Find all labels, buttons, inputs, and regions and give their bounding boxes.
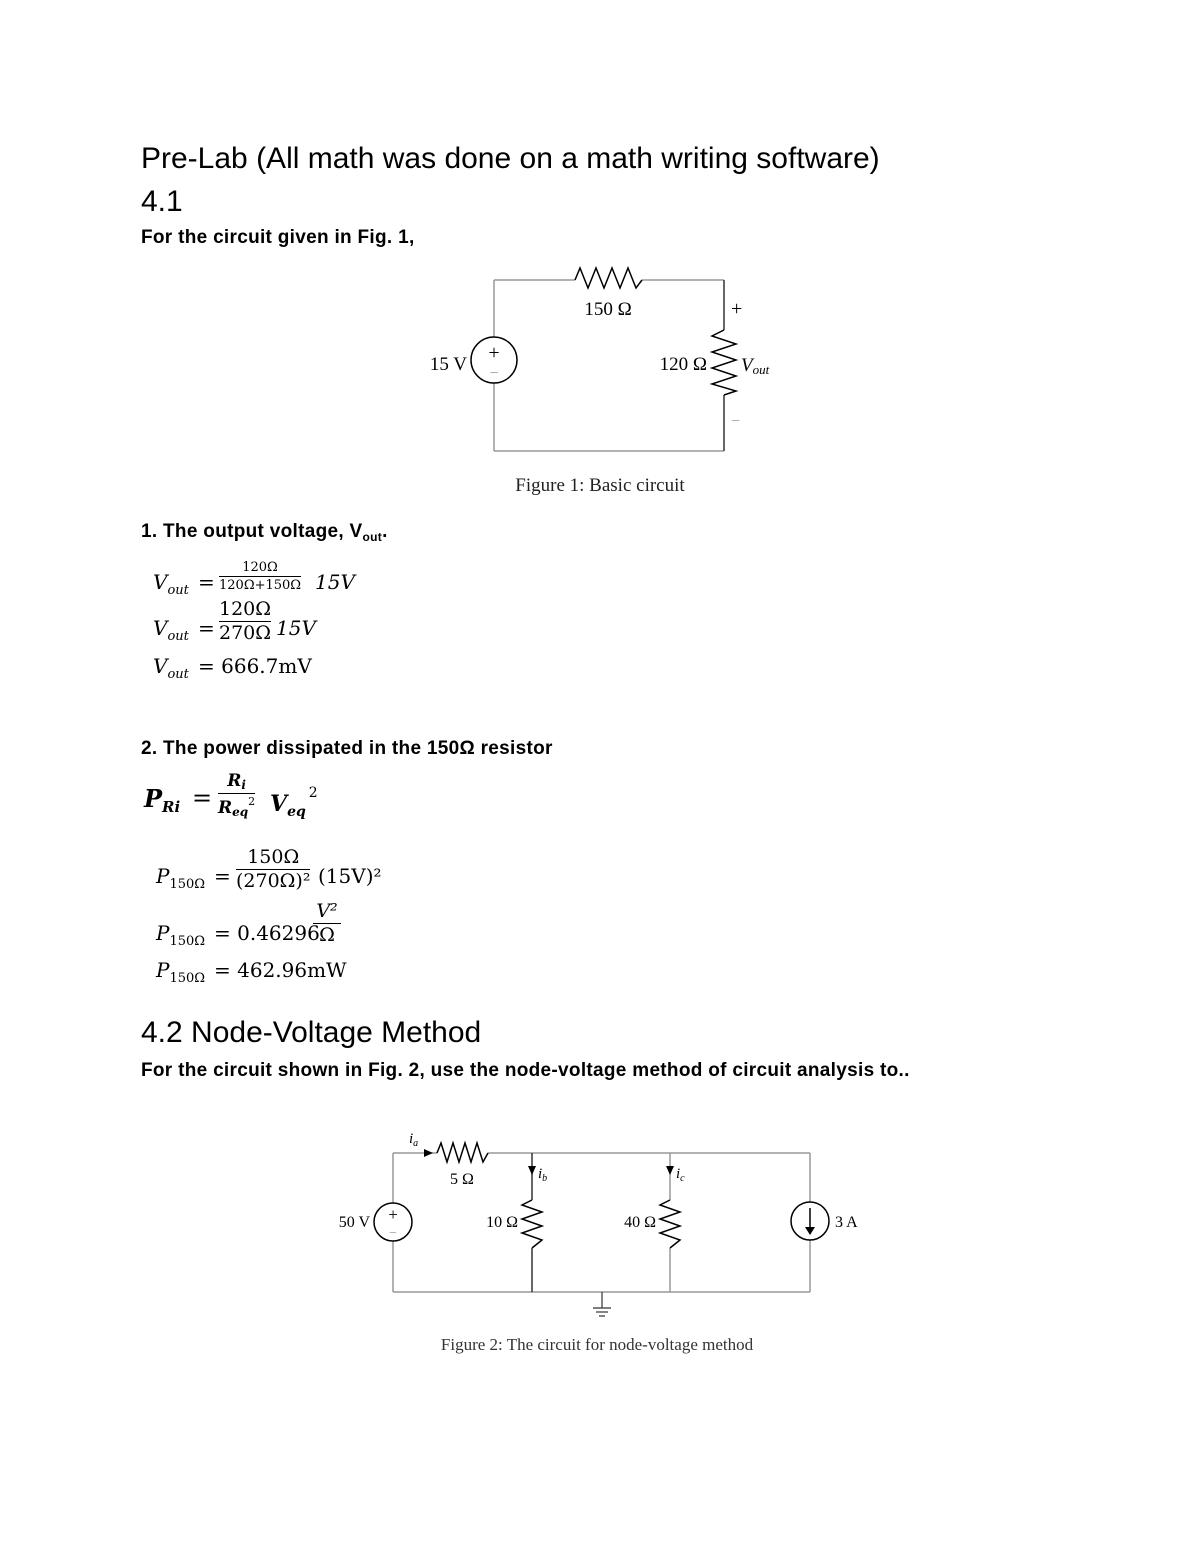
section-heading-4-2: 4.2 Node-Voltage Method	[141, 1016, 482, 1049]
figure-1-caption: Figure 1: Basic circuit	[515, 475, 685, 496]
question-2-label: 2. The power dissipated in the 150Ω resistor	[141, 738, 553, 759]
eq-lhs: $P_{150\Omega}$	[156, 864, 206, 892]
eq-rhs: = 666.7mV	[198, 654, 312, 678]
vout-label: Vout	[741, 355, 770, 377]
resistor-5-symbol	[437, 1143, 488, 1162]
eq-rhs: (15V)²	[318, 864, 382, 888]
eq-lhs: $V_{out}$	[153, 616, 189, 644]
current-ia-label: $i_a$	[409, 1131, 419, 1149]
figure-1-circuit	[400, 255, 820, 500]
section-number-4-1: 4.1	[141, 185, 183, 218]
resistor-40-symbol	[660, 1200, 680, 1248]
denominator: Req$^2$	[218, 794, 256, 819]
source-voltage-label: 15 V	[429, 354, 467, 375]
denominator: Ω	[319, 923, 335, 946]
denominator: (270Ω)²	[236, 869, 311, 892]
resistor-40-label: 40 Ω	[624, 1214, 656, 1231]
eq-rhs: = 462.96mW	[214, 958, 347, 982]
eq-lhs: $P_{150\Omega}$	[156, 921, 206, 949]
eq-lhs: $P_{150\Omega}$	[156, 958, 206, 986]
fraction	[219, 600, 271, 644]
formula-lhs: $P_{Ri}$	[144, 784, 181, 816]
fraction	[218, 773, 255, 818]
down-arrow-icon	[666, 1166, 674, 1175]
source-plus-sign: +	[488, 342, 500, 364]
equals-sign: =	[198, 616, 215, 640]
resistor-120-label: 120 Ω	[659, 354, 707, 375]
denominator: 120Ω+150Ω	[219, 577, 302, 593]
fraction-bar	[219, 576, 301, 577]
formula-voltage: $V_{eq}^2$	[270, 785, 318, 820]
eq-coefficient: = 0.46296	[214, 921, 320, 945]
numerator: V²	[316, 900, 338, 922]
current-source-label: 3 A	[835, 1214, 858, 1231]
numerator: Ri	[227, 771, 246, 792]
section-intro-4-1: For the circuit given in Fig. 1,	[141, 227, 415, 248]
source-minus-sign: −	[489, 365, 499, 382]
current-ib-label: $i_b$	[538, 1166, 548, 1184]
source-plus-sign: +	[388, 1205, 398, 1224]
equals-sign: =	[192, 784, 213, 812]
resistor-120-symbol	[712, 330, 736, 395]
resistor-5-label: 5 Ω	[450, 1171, 474, 1188]
numerator: 150Ω	[247, 846, 300, 868]
equals-sign: =	[214, 864, 231, 888]
resistor-10-label: 10 Ω	[486, 1214, 518, 1231]
eq-rhs: 15V	[315, 570, 355, 594]
fraction-bar	[218, 793, 255, 794]
vout-plus-sign: +	[731, 298, 743, 320]
figure-2-circuit	[320, 1120, 900, 1365]
resistor-150-label: 150 Ω	[584, 299, 632, 320]
resistor-10-symbol	[522, 1200, 542, 1248]
eq-lhs: $V_{out}$	[153, 654, 189, 682]
denominator: 270Ω	[219, 621, 272, 644]
page-title: Pre-Lab (All math was done on a math writing software)	[141, 142, 880, 175]
vout-minus-sign: −	[731, 413, 741, 430]
figure-2-caption: Figure 2: The circuit for node-voltage method	[440, 1335, 754, 1354]
fraction	[219, 561, 301, 592]
current-ic-label: $i_c$	[676, 1166, 685, 1184]
section-intro-4-2: For the circuit shown in Fig. 2, use the node-voltage method of circuit analysis to..	[141, 1060, 910, 1081]
resistor-150-symbol	[575, 268, 642, 288]
numerator: 120Ω	[219, 598, 272, 620]
down-arrow-icon	[528, 1166, 536, 1175]
fraction	[236, 848, 310, 892]
source-voltage-label: 50 V	[338, 1214, 370, 1231]
question-1-label: 1. The output voltage, $V_{out}$.	[141, 521, 388, 544]
equals-sign: =	[198, 570, 215, 594]
numerator: 120Ω	[242, 560, 278, 575]
eq-rhs: 15V	[276, 616, 316, 640]
eq-lhs: $V_{out}$	[153, 570, 189, 598]
right-arrow-icon	[424, 1149, 433, 1157]
source-minus-sign: −	[389, 1226, 397, 1241]
fraction	[313, 902, 341, 946]
